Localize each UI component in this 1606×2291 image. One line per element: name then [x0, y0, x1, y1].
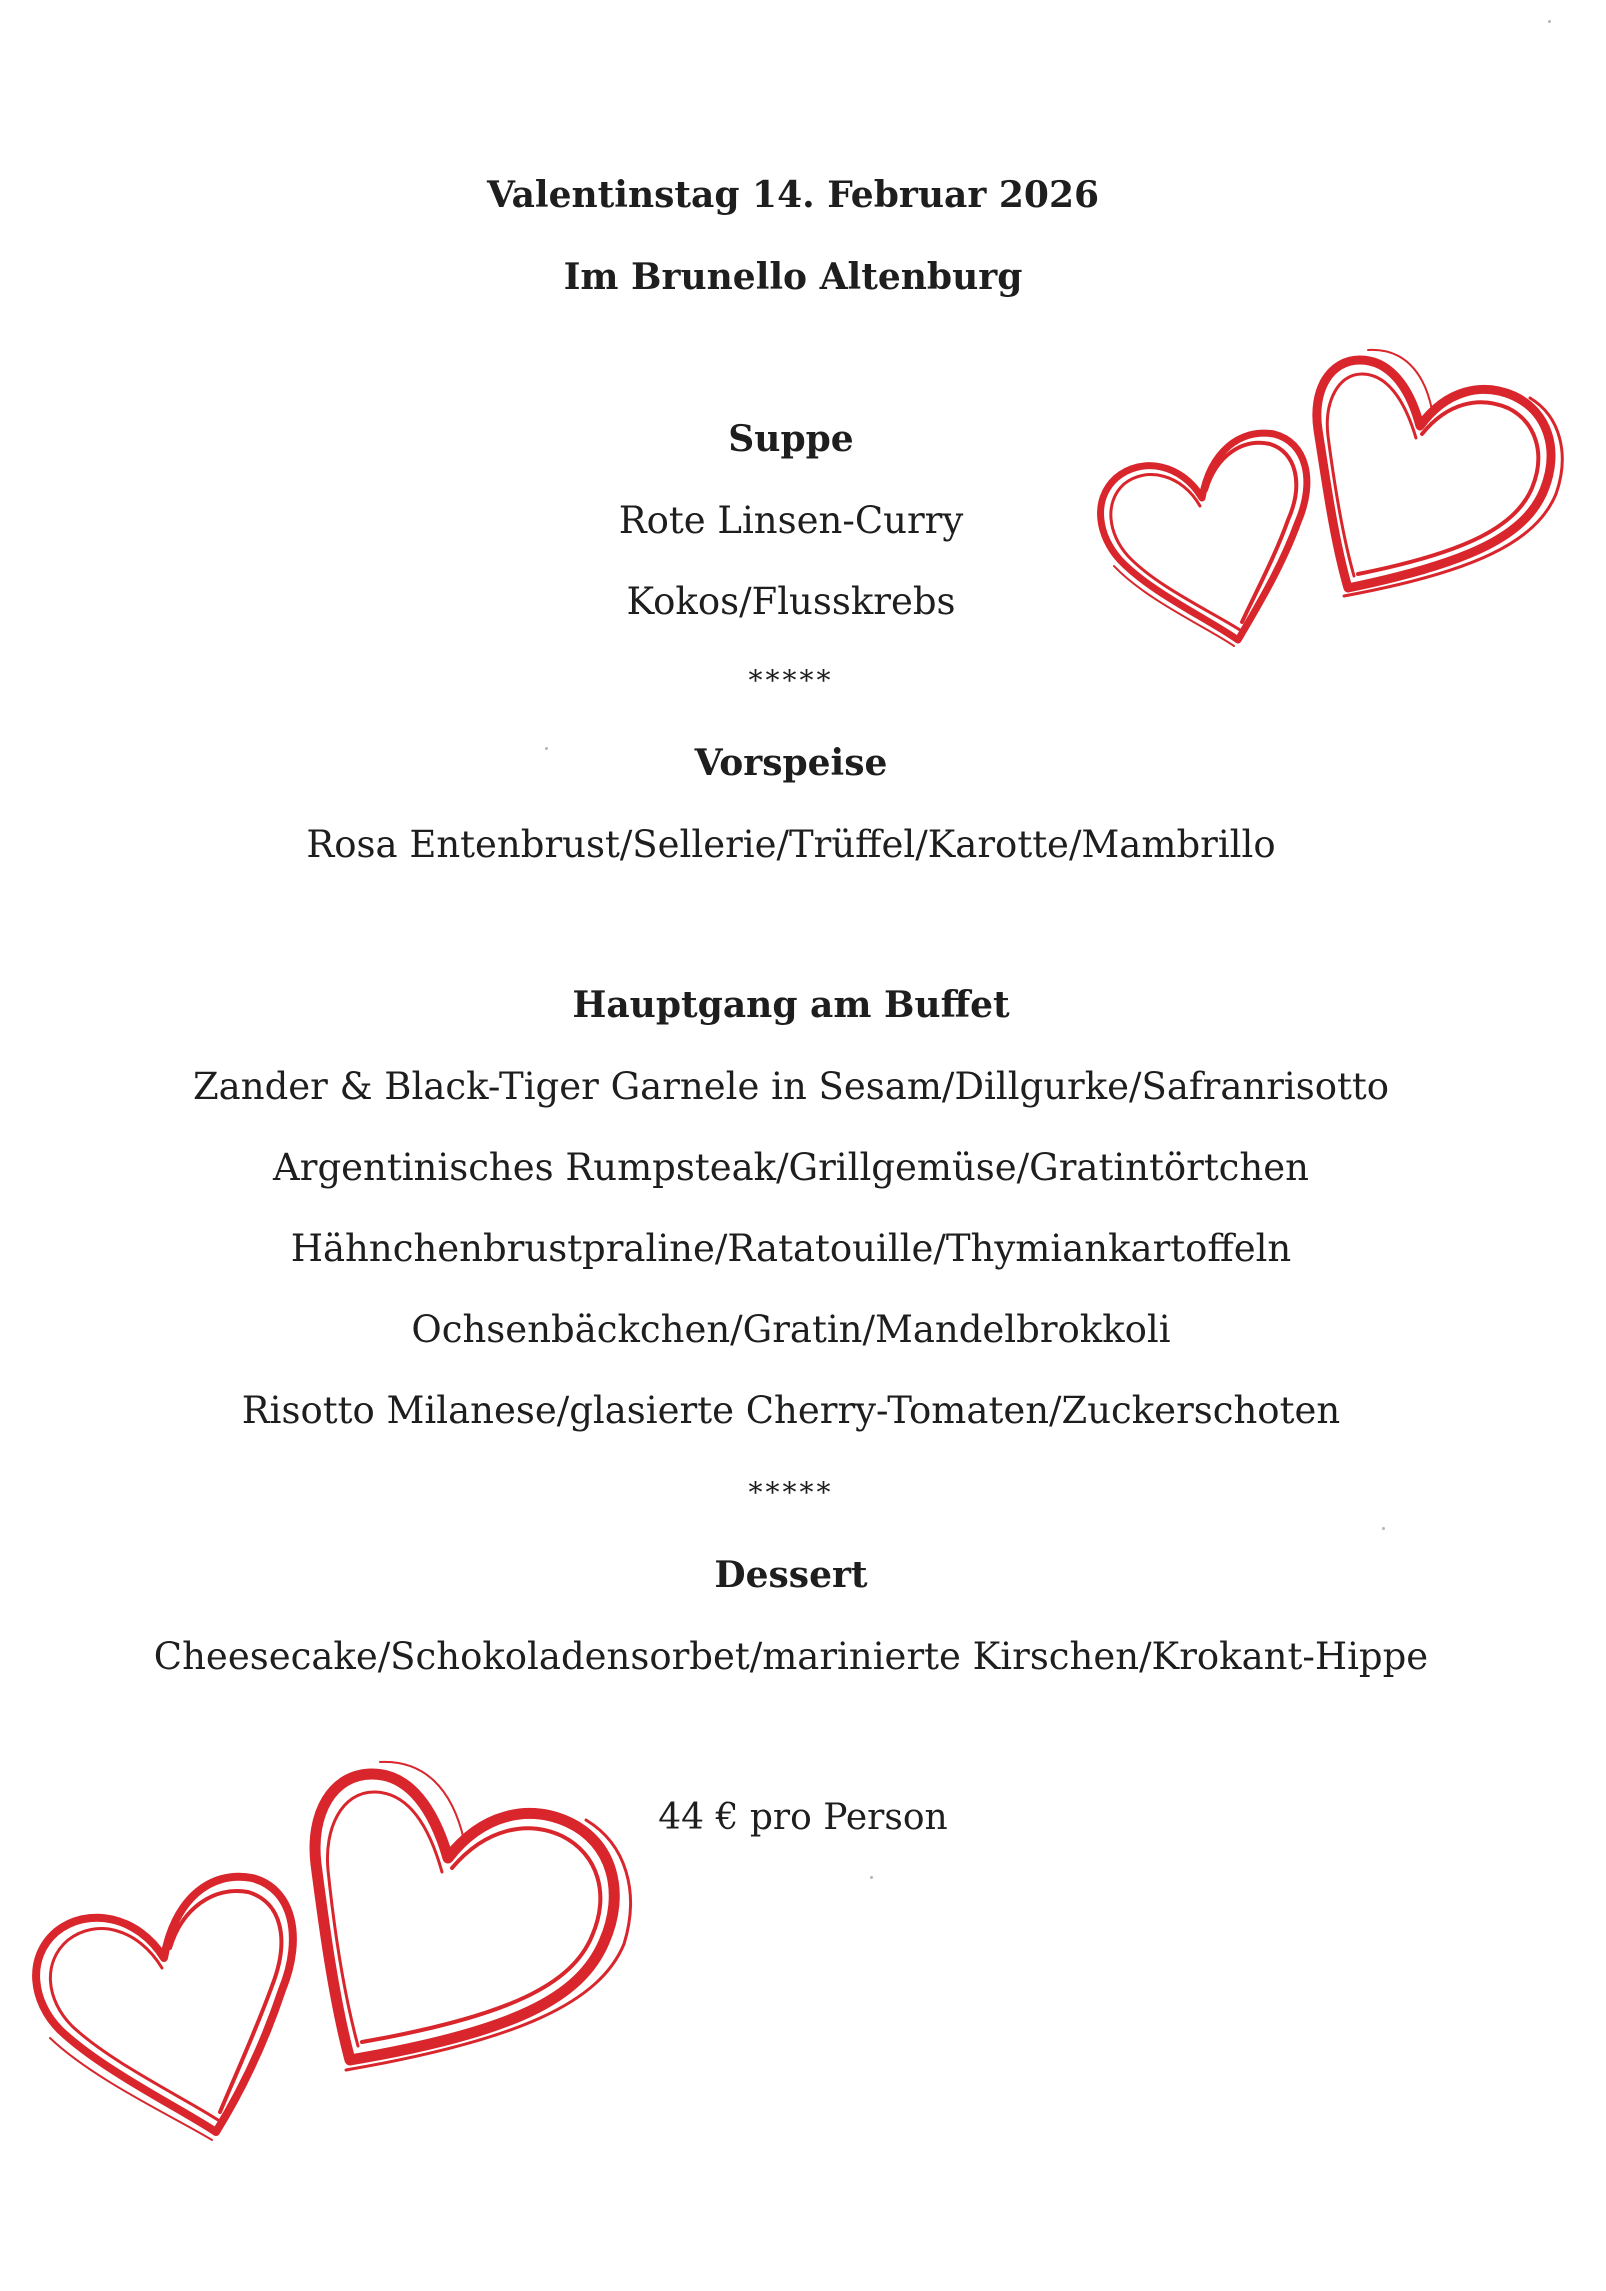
separator-stars: *****: [748, 664, 834, 697]
section-heading-main: Hauptgang am Buffet: [572, 984, 1010, 1026]
price-per-person: 44 € pro Person: [658, 1797, 948, 1838]
double-heart-icon: [20, 1740, 640, 2160]
scan-speck: [870, 1876, 873, 1879]
section-heading-soup: Suppe: [728, 418, 854, 460]
separator-stars: *****: [748, 1476, 834, 1509]
small-heart-stroke: [50, 2038, 212, 2140]
large-heart-stroke: [362, 1828, 600, 2042]
scan-speck: [545, 747, 548, 750]
large-heart-stroke: [327, 1792, 442, 2046]
menu-item: Argentinisches Rumpsteak/Grillgemüse/Gratintörtchen: [273, 1146, 1309, 1189]
menu-item: Kokos/Flusskrebs: [626, 580, 956, 623]
menu-item: Hähnchenbrustpraline/Ratatouille/Thymiankartoffeln: [290, 1227, 1292, 1270]
small-heart-stroke: [50, 1929, 218, 2120]
small-heart-stroke: [170, 1891, 281, 2112]
menu-item: Cheesecake/Schokoladensorbet/marinierte Kirschen/Krokant-Hippe: [153, 1635, 1429, 1678]
menu-item: Zander & Black-Tiger Garnele in Sesam/Dillgurke/Safranrisotto: [192, 1065, 1390, 1108]
scan-speck: [1548, 20, 1551, 23]
menu-item: Rote Linsen-Curry: [618, 499, 964, 542]
menu-item: Risotto Milanese/glasierte Cherry-Tomaten/Zuckerschoten: [241, 1389, 1341, 1432]
double-heart-icon: [1090, 330, 1580, 660]
section-heading-starter: Vorspeise: [694, 742, 888, 784]
page-title: Valentinstag 14. Februar 2026: [486, 174, 1100, 216]
venue-name: Im Brunello Altenburg: [563, 256, 1023, 298]
small-heart-stroke: [36, 1877, 293, 2132]
scan-speck: [1382, 1527, 1385, 1530]
small-heart-stroke: [1111, 475, 1240, 630]
small-heart-stroke: [1114, 566, 1234, 646]
section-heading-dessert: Dessert: [714, 1554, 868, 1596]
small-heart-stroke: [1206, 443, 1296, 622]
large-heart-stroke: [1358, 402, 1538, 574]
menu-item: Rosa Entenbrust/Sellerie/Trüffel/Karotte/Mambrillo: [306, 823, 1276, 866]
menu-item: Ochsenbäckchen/Gratin/Mandelbrokkoli: [411, 1308, 1171, 1351]
